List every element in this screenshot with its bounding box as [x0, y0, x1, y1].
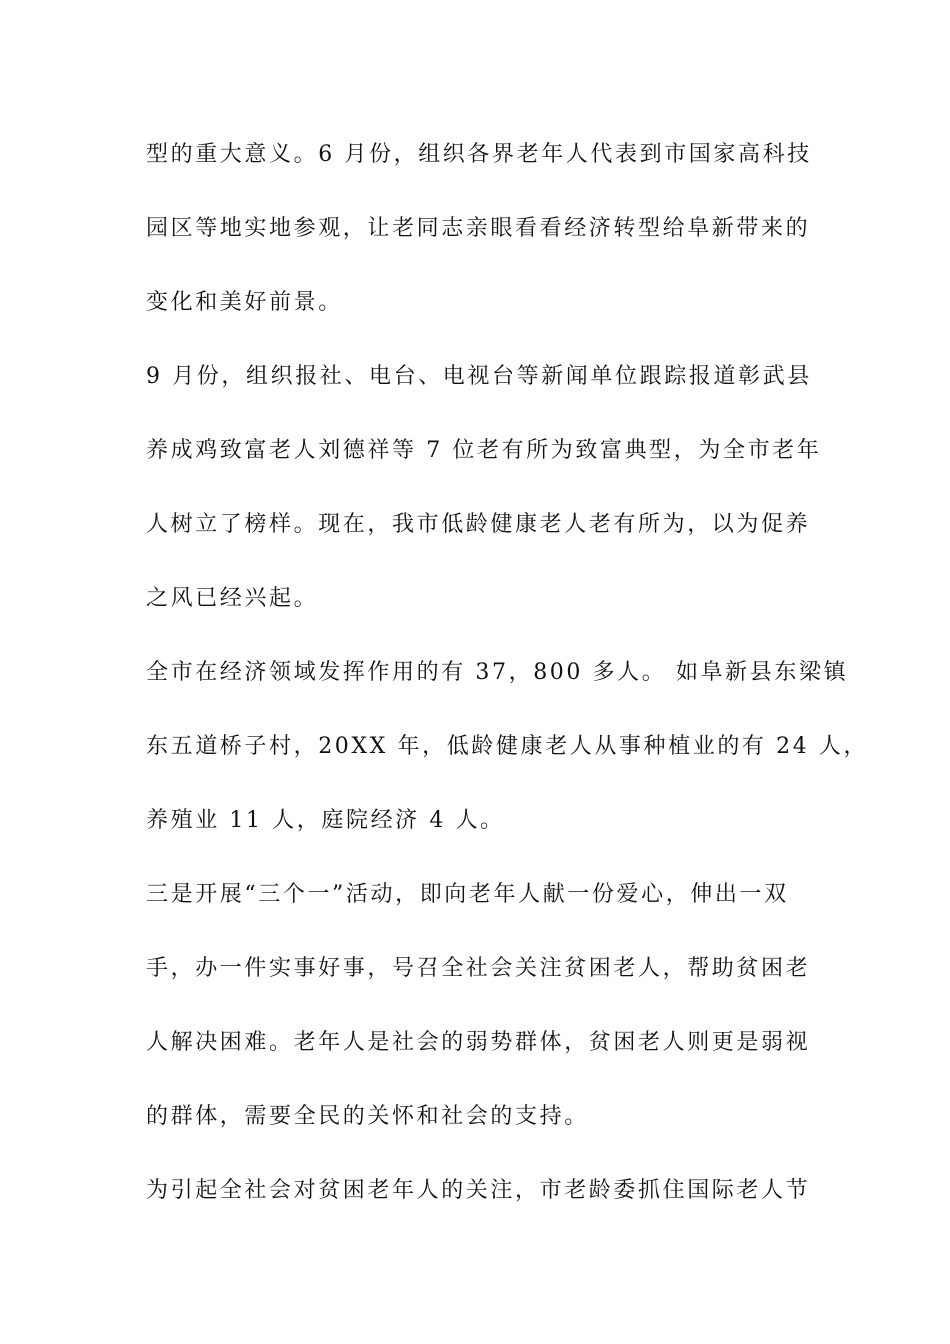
- text-line: 之风已经兴起。: [146, 586, 319, 611]
- text-line: 变化和美好前景。: [146, 290, 343, 315]
- text-line: 养成鸡致富老人刘德祥等 7 位老有所为致富典型，为全市老年: [146, 438, 822, 463]
- text-line: 养殖业 11 人，庭院经济 4 人。: [146, 808, 505, 833]
- body-text: [146, 132, 869, 1242]
- text-line: 三是开展“三个一”活动，即向老年人献一份爱心，伸出一双: [146, 882, 789, 907]
- text-line: 的群体，需要全民的关怀和社会的支持。: [146, 1104, 589, 1129]
- text-line: 9 月份，组织报社、电台、电视台等新闻单位跟踪报道彰武县: [146, 364, 812, 389]
- text-line: 型的重大意义。6 月份，组织各界老年人代表到市国家高科技: [146, 142, 812, 167]
- text-line: 全市在经济领域发挥作用的有 37，800 多人。 如阜新县东梁镇: [146, 660, 849, 685]
- text-line: 人解决困难。老年人是社会的弱势群体，贫困老人则更是弱视: [146, 1030, 811, 1055]
- text-line: 人树立了榜样。现在，我市低龄健康老人老有所为，以为促养: [146, 512, 811, 537]
- text-line: 园区等地实地参观，让老同志亲眼看看经济转型给阜新带来的: [146, 216, 811, 241]
- text-line: 手，办一件实事好事，号召全社会关注贫困老人，帮助贫困老: [146, 956, 811, 981]
- text-line: 为引起全社会对贫困老年人的关注，市老龄委抓住国际老人节: [146, 1178, 811, 1203]
- text-line: 东五道桥子村，20XX 年，低龄健康老人从事种植业的有 24 人，: [146, 734, 869, 759]
